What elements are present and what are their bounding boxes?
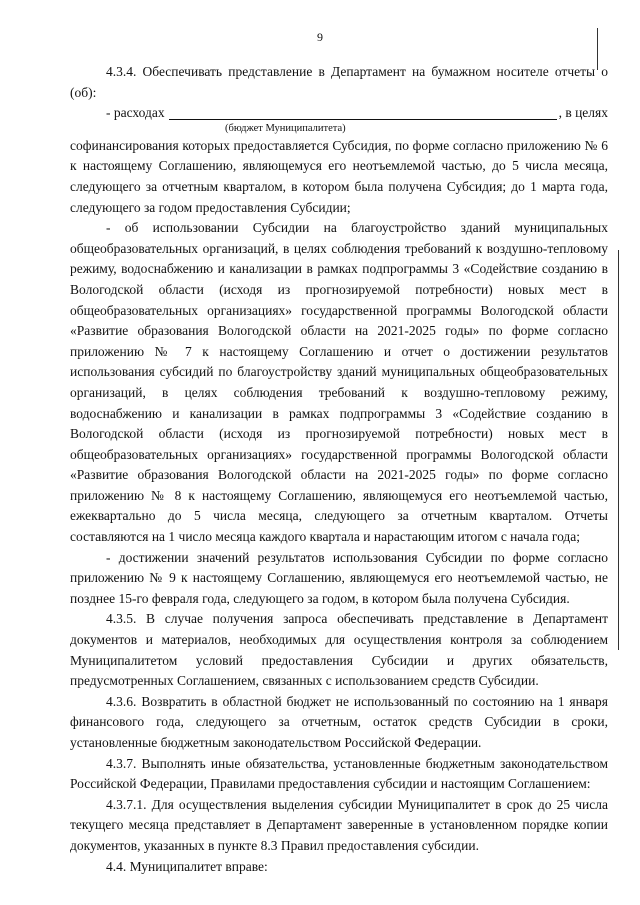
budget-caption: (бюджет Муниципалитета) [225, 122, 346, 134]
paragraph-4-3-6: 4.3.6. Возвратить в областной бюджет не использованный по состоянию на 1 января финансового года, следующего за отчетным, остаток средств Субсидии в сроки, установленные бюджетным законодательством Российской Федерации. [70, 693, 608, 750]
expenses-row [70, 103, 608, 124]
scan-edge-line [618, 250, 619, 650]
paragraph-results: - достижении значений результатов использования Субсидии по форме согласно приложению № 9 к настоящему Соглашению, являющемуся его неотъемлемой частью, не позднее 15-го февраля года, следующего за годом, в котором была получена Субсидия. [70, 549, 608, 606]
paragraph-4-3-5: 4.3.5. В случае получения запроса обеспечивать представление в Департамент документов и материалов, необходимых для осуществления контроля за соблюдением Муниципалитетом условий предоставления Субсидии и других обязательств, предусмотренных Соглашением, связанных с использованием средств Субсидии. [70, 611, 608, 689]
paragraph-4-3-7: 4.3.7. Выполнять иные обязательства, установленные бюджетным законодательством Российской Федерации, Правилами предоставления субсидии и настоящим Соглашением: [70, 755, 608, 792]
paragraph-4-4: 4.4. Муниципалитет вправе: [106, 858, 268, 874]
paragraph-4-3-4: 4.3.4. Обеспечивать представление в Департамент на бумажном носителе отчеты о (об): [70, 64, 608, 100]
expenses-prefix: - расходах [106, 105, 165, 121]
page-number: 9 [317, 30, 323, 44]
document-body [70, 62, 608, 877]
expenses-suffix: , в целях [558, 105, 608, 121]
paragraph-cofinancing: софинансирования которых предоставляется Субсидия, по форме согласно приложению № 6 к настоящему Соглашению, являющемуся его неотъемлемой частью, до 5 числа месяца, следующего за отчетным кварталом, в котором была получена Субсидия; до 1 марта года, следующего за годом предоставления Субсидии; [70, 137, 608, 215]
budget-blank-field [169, 105, 557, 120]
paragraph-subsidy-usage: - об использовании Субсидии на благоустройство зданий муниципальных общеобразовательных организаций, в целях соблюдения требований к воздушно-тепловому режиму, водоснабжению и канализации в рамках подпрограммы 3 «Содействие созданию в Вологодской области (исходя из прогнозируемой потребности) новых мест в общеобразовательных организациях» государственной программы Вологодской области «Развитие образования Вологодской области на 2021-2025 годы» по форме согласно приложению № 7 к настоящему Соглашению и отчет о достижении результатов использования субсидий по благоустройству зданий муниципальных общеобразовательных организаций, в целях соблюдения требований к воздушно-тепловому режиму, водоснабжению и канализации в рамках подпрограммы 3 «Содействие созданию в Вологодской области (исходя из прогнозируемой потребности) новых мест в общеобразовательных организациях» государственной программы Вологодской области «Развитие образования Вологодской области на 2021-2025 годы» по форме согласно приложению № 8 к настоящему Соглашению, являющемуся его неотъемлемой частью, ежеквартально до 5 числа месяца, следующего за отчетным кварталом. Отчеты составляются на 1 число месяца каждого квартала и нарастающим итогом с начала года; [70, 220, 608, 545]
paragraph-4-3-7-1: 4.3.7.1. Для осуществления выделения субсидии Муниципалитет в срок до 25 числа текущего месяца представляет в Департамент заверенные в установленном порядке копии документов, указанных в пункте 8.3 Правил предоставления субсидии. [70, 796, 608, 853]
